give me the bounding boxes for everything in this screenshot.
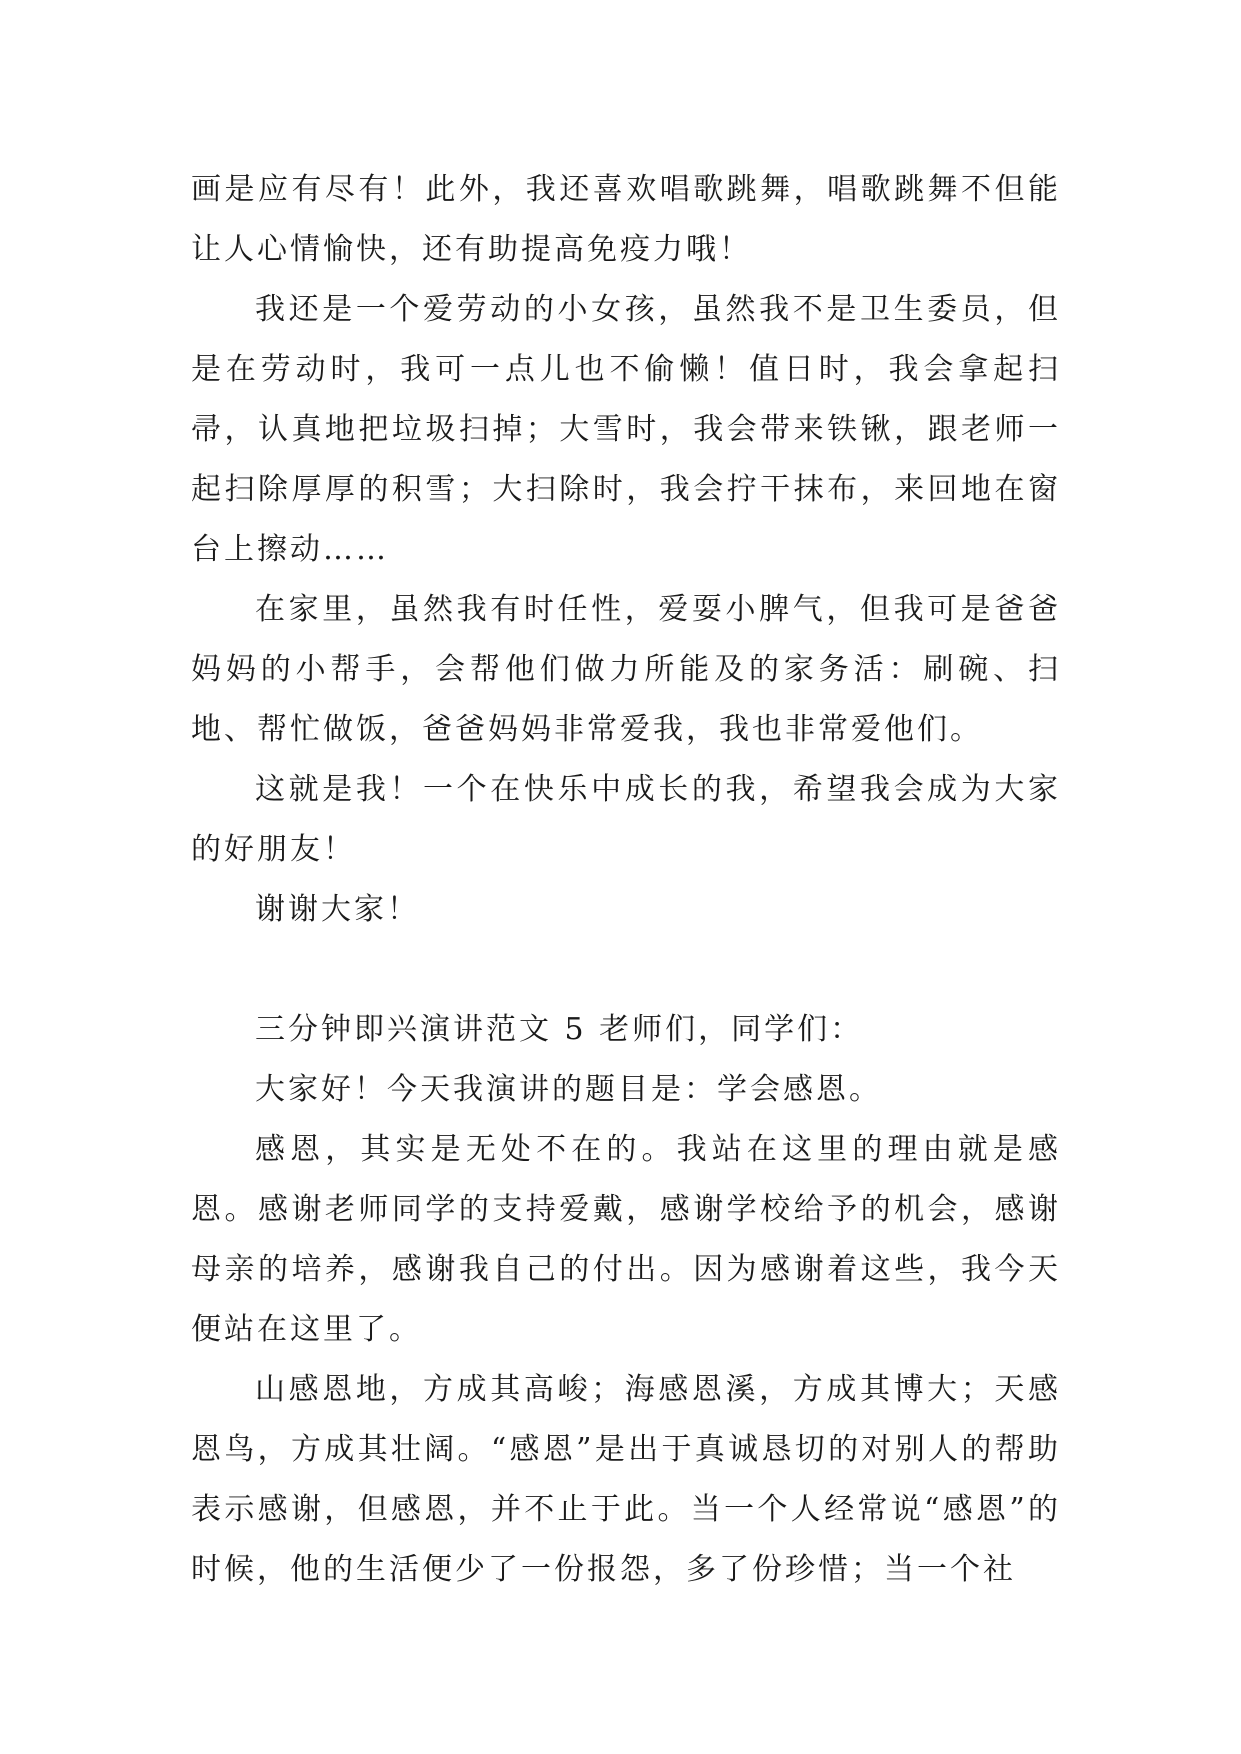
- document-body: [191, 160, 1061, 1600]
- paragraph-8: 山感恩地，方成其高峻；海感恩溪，方成其博大；天感恩鸟，方成其壮阔。“感恩”是出于真诚恳切的对别人的帮助表示感谢，但感恩，并不止于此。当一个人经常说“感恩”的时候，他的生活便少了一份报怨，多了份珍惜；当一个社: [191, 1372, 1061, 1587]
- paragraph-3: 在家里，虽然我有时任性，爱耍小脾气，但我可是爸爸妈妈的小帮手，会帮他们做力所能及的家务活：刷碗、扫地、帮忙做饭，爸爸妈妈非常爱我，我也非常爱他们。: [191, 592, 1061, 747]
- paragraph-1: 画是应有尽有！此外，我还喜欢唱歌跳舞，唱歌跳舞不但能让人心情愉快，还有助提高免疫力哦！: [191, 172, 1061, 267]
- paragraph-6: 大家好！今天我演讲的题目是：学会感恩。: [255, 1072, 882, 1107]
- paragraph-4: 这就是我！一个在快乐中成长的我，希望我会成为大家的好朋友！: [191, 772, 1061, 867]
- section-spacer: [191, 940, 1061, 1000]
- paragraph-2: 我还是一个爱劳动的小女孩，虽然我不是卫生委员，但是在劳动时，我可一点儿也不偷懒！值日时，我会拿起扫帚，认真地把垃圾扫掉；大雪时，我会带来铁锹，跟老师一起扫除厚厚的积雪；大扫除时，我会拧干抹布，来回地在窗台上擦动……: [191, 292, 1061, 567]
- paragraph-7: 感恩，其实是无处不在的。我站在这里的理由就是感恩。感谢老师同学的支持爱戴，感谢学校给予的机会，感谢母亲的培养，感谢我自己的付出。因为感谢着这些，我今天便站在这里了。: [191, 1132, 1061, 1347]
- section-heading: 三分钟即兴演讲范文 5 老师们，同学们：: [255, 1012, 864, 1047]
- paragraph-5: 谢谢大家！: [255, 892, 420, 927]
